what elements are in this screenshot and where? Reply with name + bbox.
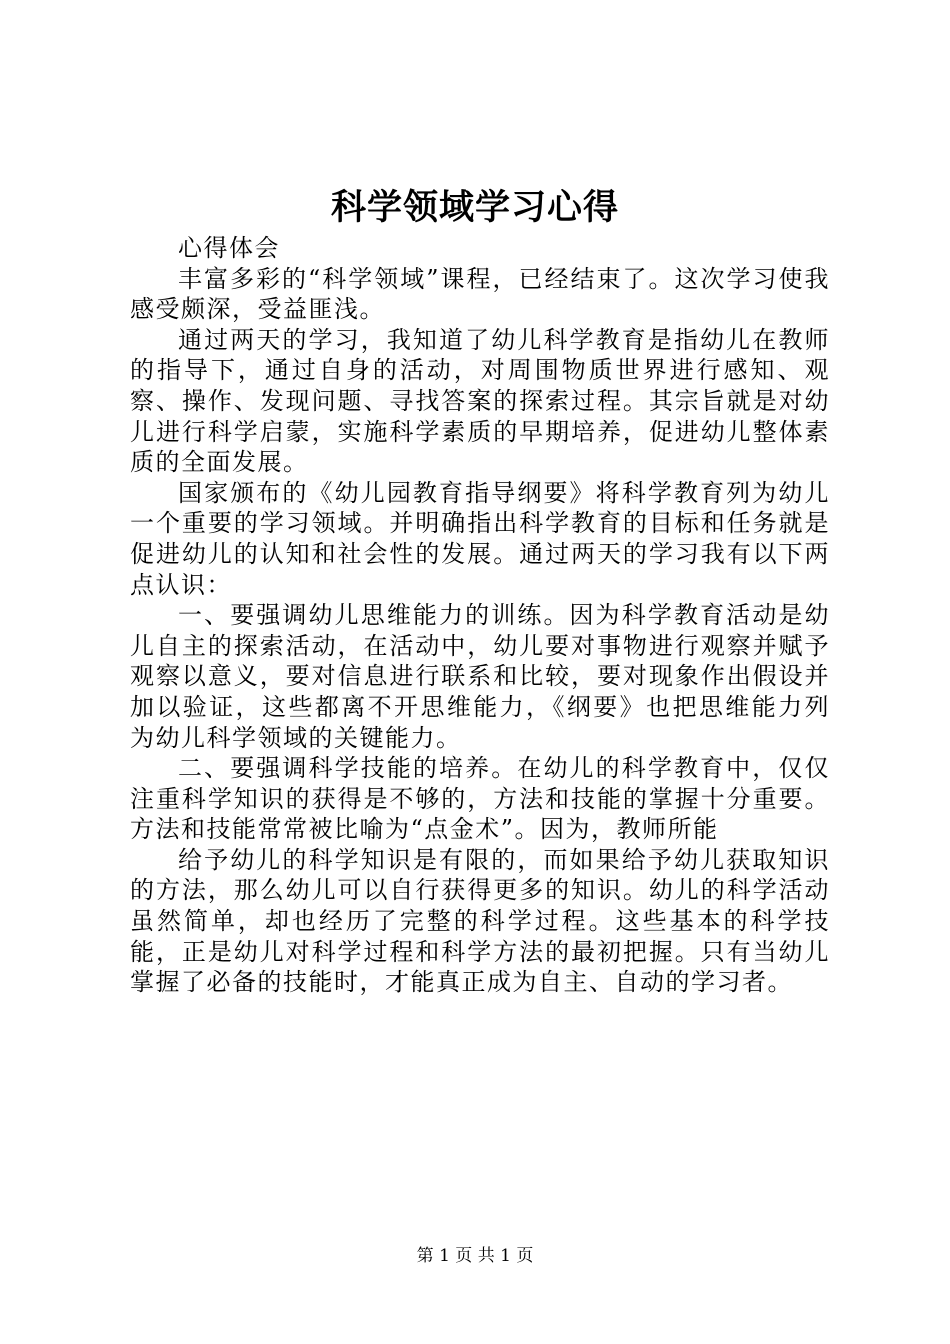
document-title: 科学领域学习心得 <box>330 187 619 228</box>
paragraph: 国家颁布的《幼儿园教育指导纲要》将科学教育列为幼儿一个重要的学习领域。并明确指出科学教育的目标和任务就是促进幼儿的认知和社会性的发展。通过两天的学习我有以下两点认识： <box>130 478 830 599</box>
paragraph: 丰富多彩的“科学领域”课程，已经结束了。这次学习使我感受颇深，受益匪浅。 <box>130 264 830 324</box>
document-body <box>130 233 830 998</box>
paragraph: 二、要强调科学技能的培养。在幼儿的科学教育中，仅仅注重科学知识的获得是不够的，方法和技能的掌握十分重要。方法和技能常常被比喻为“点金术”。因为，教师所能 <box>130 754 830 844</box>
paragraph-heading: 心得体会 <box>178 234 280 262</box>
page-footer: 第 1 页 共 1 页 <box>416 1246 534 1266</box>
paragraph: 一、要强调幼儿思维能力的训练。因为科学教育活动是幼儿自主的探索活动，在活动中，幼儿要对事物进行观察并赋予观察以意义，要对信息进行联系和比较，要对现象作出假设并加以验证，这些都离不开思维能力，《纲要》也把思维能力列为幼儿科学领域的关键能力。 <box>130 601 830 752</box>
paragraph: 通过两天的学习，我知道了幼儿科学教育是指幼儿在教师的指导下，通过自身的活动，对周围物质世界进行感知、观察、操作、发现问题、寻找答案的探索过程。其宗旨就是对幼儿进行科学启蒙，实施科学素质的早期培养，促进幼儿整体素质的全面发展。 <box>130 325 830 477</box>
paragraph: 给予幼儿的科学知识是有限的，而如果给予幼儿获取知识的方法，那么幼儿可以自行获得更多的知识。幼儿的科学活动虽然简单，却也经历了完整的科学过程。这些基本的科学技能，正是幼儿对科学过程和科学方法的最初把握。只有当幼儿掌握了必备的技能时，才能真正成为自主、自动的学习者。 <box>130 845 830 997</box>
